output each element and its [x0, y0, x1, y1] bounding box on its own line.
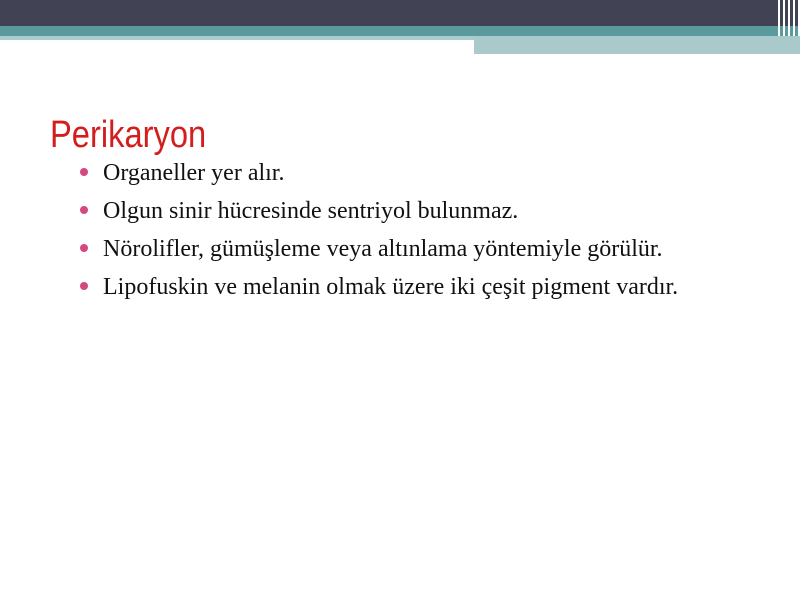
bullet-dot-icon — [80, 282, 88, 290]
bullet-list — [78, 154, 748, 306]
header-band-dark — [0, 0, 778, 26]
header-corner-stripes-teal — [778, 26, 800, 36]
header-band-teal — [0, 26, 778, 36]
bullet-dot-icon — [80, 206, 88, 214]
bullet-text: Lipofuskin ve melanin olmak üzere iki çeşit pigment vardır. — [103, 274, 679, 300]
bullet-dot-icon — [80, 168, 88, 176]
list-item — [78, 192, 748, 230]
list-item — [78, 230, 748, 268]
header-band-light-right — [474, 36, 800, 54]
list-item — [78, 154, 748, 192]
bullet-text: Nörolifler, gümüşleme veya altınlama yöntemiyle görülür. — [103, 236, 663, 262]
bullet-dot-icon — [80, 244, 88, 252]
bullet-text: Organeller yer alır. — [103, 160, 285, 186]
header-band-light-left — [0, 36, 474, 40]
list-item — [78, 268, 748, 306]
bullet-text: Olgun sinir hücresinde sentriyol bulunmaz. — [103, 198, 519, 224]
slide-title: Perikaryon — [50, 114, 207, 156]
